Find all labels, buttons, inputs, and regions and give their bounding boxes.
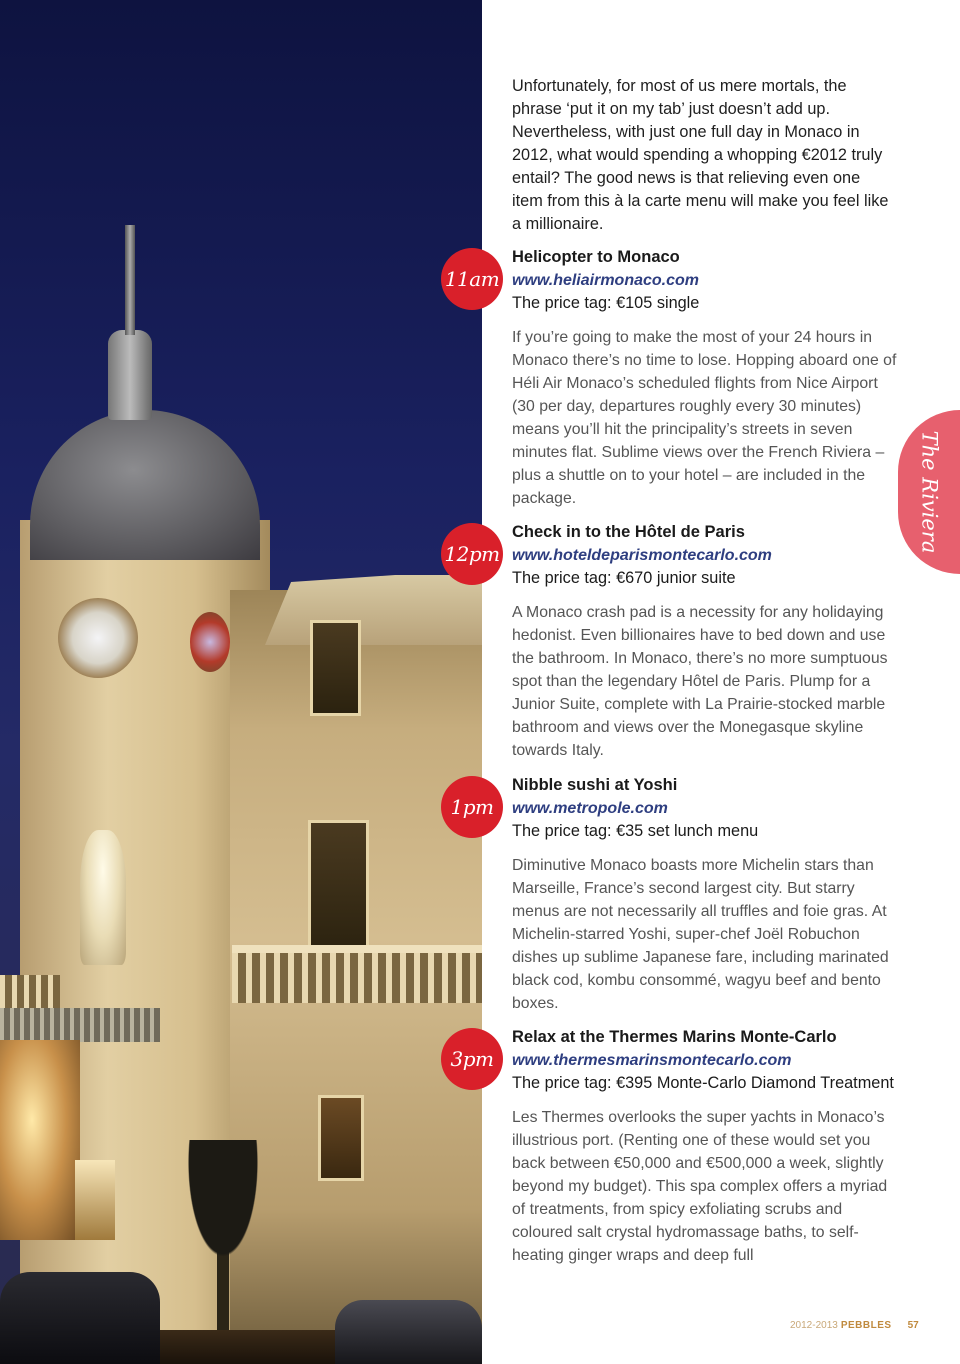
entry-price: The price tag: €395 Monte-Carlo Diamond Treatment bbox=[512, 1074, 894, 1092]
time-badge-11am: 11am bbox=[441, 248, 503, 310]
entry-helicopter bbox=[512, 246, 898, 510]
entry-body: If you’re going to make the most of your 24 hours in Monaco there’s no time to lose. Hopping aboard one of Héli Air Monaco’s scheduled flights from Nice Airport (30 per day, departures roughly every 30 minutes) means you’ll hit the principality’s streets in seven minutes flat. Sublime views over the French Riviera – plus a shuttle on to your hotel – are included in the package. bbox=[512, 329, 897, 507]
entry-body: A Monaco crash pad is a necessity for any holidaying hedonist. Even billionaires have to bed down and use the bathroom. In Monaco, there’s no more sumptuous spot than the legendary Hôtel de Paris. Plump for a Junior Suite, complete with La Prairie-stocked marble bathroom and views over the Monegasque skyline towards Italy. bbox=[512, 604, 888, 759]
clock-face bbox=[58, 598, 138, 678]
facade-statue bbox=[80, 830, 126, 965]
middle-window bbox=[308, 820, 369, 956]
side-rosette bbox=[190, 612, 230, 672]
entry-body: Les Thermes overlooks the super yachts in Monaco’s illustrious port. (Renting one of these would set you back between €50,000 and €500,000 a week, slightly beyond my budget). This spa complex offers a myriad of treatments, from spicy exfoliating scrubs and coloured salt crystal hydromassage baths, to self-heating ginger wraps and deep full bbox=[512, 1109, 888, 1264]
dome-spire bbox=[125, 225, 135, 335]
entry-hotel bbox=[512, 521, 898, 762]
wing-roof bbox=[265, 575, 482, 645]
entry-link[interactable]: www.thermesmarinsmontecarlo.com bbox=[512, 1052, 792, 1069]
entry-link[interactable]: www.metropole.com bbox=[512, 800, 668, 817]
entry-title: Nibble sushi at Yoshi bbox=[512, 776, 678, 794]
upper-window bbox=[310, 620, 361, 716]
entry-link[interactable]: www.heliairmonaco.com bbox=[512, 272, 700, 289]
entry-price: The price tag: €105 single bbox=[512, 294, 700, 312]
entrance-awning bbox=[0, 1008, 160, 1042]
entry-title: Check in to the Hôtel de Paris bbox=[512, 523, 745, 541]
dome-lantern bbox=[108, 330, 152, 420]
section-tab bbox=[898, 410, 960, 574]
page-number: 57 bbox=[907, 1320, 919, 1331]
entry-price: The price tag: €670 junior suite bbox=[512, 569, 736, 587]
parked-car-right bbox=[335, 1300, 482, 1364]
time-badge-12pm: 12pm bbox=[441, 523, 503, 585]
building-dome bbox=[30, 410, 260, 560]
entry-sushi bbox=[512, 774, 898, 1015]
footer-issue: 2012-2013 bbox=[790, 1320, 838, 1331]
poster-door bbox=[75, 1160, 115, 1240]
lower-window bbox=[318, 1095, 364, 1181]
entry-body: Diminutive Monaco boasts more Michelin stars than Marseille, France’s second largest city. But starry menus are not necessarily all truffles and foie gras. At Michelin-starred Yoshi, super-chef Joël Robuchon dishes up sublime Japanese fare, including marinated black cod, kombu consommé, wagyu beef and bento boxes. bbox=[512, 857, 889, 1012]
time-badge-1pm: 1pm bbox=[441, 776, 503, 838]
balcony-balustrade bbox=[232, 945, 482, 1003]
lit-entrance bbox=[0, 1040, 80, 1240]
entry-title: Helicopter to Monaco bbox=[512, 248, 680, 266]
parked-car-left bbox=[0, 1272, 160, 1364]
entry-title: Relax at the Thermes Marins Monte-Carlo bbox=[512, 1028, 837, 1046]
entry-link[interactable]: www.hoteldeparismontecarlo.com bbox=[512, 547, 772, 564]
footer-magazine: PEBBLES bbox=[840, 1320, 892, 1331]
intro-paragraph: Unfortunately, for most of us mere mortals, the phrase ‘put it on my tab’ just doesn’t add up. Nevertheless, with just one full day in Monaco in 2012, what would spending a whopping €2012 truly entail? The good news is that relieving even one item from this à la carte menu will make you feel like a millionaire. bbox=[512, 77, 889, 233]
section-tab-label: The Riviera bbox=[917, 430, 942, 554]
page-footer bbox=[790, 1320, 930, 1331]
entry-price: The price tag: €35 set lunch menu bbox=[512, 822, 759, 840]
time-badge-3pm: 3pm bbox=[441, 1028, 503, 1090]
entry-spa bbox=[512, 1026, 898, 1267]
